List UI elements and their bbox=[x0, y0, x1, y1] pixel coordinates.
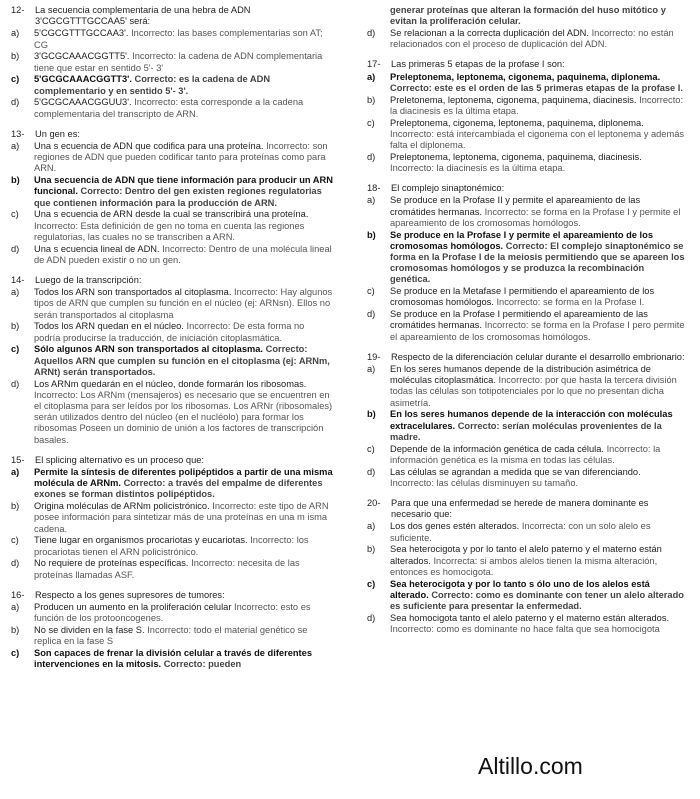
option-letter: b) bbox=[11, 175, 20, 186]
option-explanation: Incorrecto: la cadena de ADN complementaria tiene que estar en sentido 5'- 3' bbox=[34, 51, 323, 73]
option-text: Permite la síntesis de diferentes polipéptidos a partir de una misma molécula de ARNm. bbox=[34, 467, 333, 489]
option-b bbox=[367, 544, 687, 578]
option-c bbox=[367, 579, 687, 613]
option-explanation: Correcto: Dentro del gen existen regiones regulatorias que contienen información para la producción de ARN. bbox=[34, 186, 322, 208]
question-number: 14- bbox=[11, 275, 25, 286]
option-letter: b) bbox=[367, 544, 376, 555]
option-body bbox=[34, 344, 333, 378]
option-explanation: Incorrecto: por que hasta la tercera división todas las células son totipotenciales por lo que no presentan dicha asimetría. bbox=[390, 375, 677, 408]
option-a bbox=[11, 467, 333, 501]
option-text: Se produce en la Profase II y permite el apareamiento de las cromátides hermanas. bbox=[390, 195, 641, 217]
option-explanation: Incorrecto: la diacinesis es la última etapa. bbox=[390, 163, 566, 174]
option-text: Preleptonema, leptonema, cigonema, paquinema, diacinesis. bbox=[390, 151, 642, 162]
option-body bbox=[34, 28, 333, 50]
option-text: Sólo algunos ARN son transportados al citoplasma. bbox=[34, 344, 264, 355]
question-text: Respecto de la diferenciación celular durante el desarrollo embrionario: bbox=[391, 351, 685, 362]
option-letter: b) bbox=[367, 229, 376, 240]
option-letter: d) bbox=[367, 466, 376, 477]
option-d bbox=[367, 152, 687, 174]
option-text: Una s ecuencia de ARN desde la cual se transcribirá una proteína. bbox=[34, 209, 309, 220]
option-letter: b) bbox=[11, 501, 20, 512]
question-number: 16- bbox=[11, 589, 25, 600]
option-b bbox=[367, 230, 687, 286]
option-d bbox=[367, 467, 687, 489]
question-text: Las primeras 5 etapas de la profase I son: bbox=[391, 59, 565, 70]
option-body bbox=[390, 444, 687, 466]
option-letter: c) bbox=[367, 443, 375, 454]
option-text: Preleptonema, leptonema, cigonema, paquinema, diplonema. bbox=[390, 71, 661, 82]
option-a bbox=[11, 287, 333, 321]
question-number: 12- bbox=[11, 5, 25, 15]
question-title bbox=[11, 129, 333, 140]
option-explanation: Incorrecto: está intercambiada el cigonema con el leptonema y además falta el diplonema. bbox=[390, 128, 685, 151]
continued-option bbox=[367, 5, 687, 27]
option-a bbox=[11, 28, 333, 50]
option-explanation: Incorrecto: De esta forma no podría producirse la traducción, de iniciación citoplasmática. bbox=[34, 321, 305, 343]
option-explanation: Incorrecto: no están relacionados con el proceso de duplicación del ADN. bbox=[390, 28, 674, 50]
option-letter: c) bbox=[367, 117, 375, 128]
option-explanation: Correcto: como es dominante con tener un alelo alterado es suficiente para presentar la enfermedad. bbox=[390, 589, 684, 612]
option-body bbox=[34, 209, 333, 243]
option-text: No se dividen en la fase S. bbox=[34, 625, 145, 636]
option-d bbox=[367, 613, 687, 635]
option-letter: d) bbox=[11, 243, 20, 254]
option-c bbox=[11, 648, 333, 670]
option-b bbox=[11, 625, 333, 647]
option-text: Todos los ARN quedan en el núcleo. bbox=[34, 321, 184, 332]
option-explanation: Correcto: es la cadena de ADN complementario y en sentido 5'- 3'. bbox=[34, 74, 271, 96]
option-letter: c) bbox=[11, 648, 20, 659]
option-d bbox=[367, 309, 687, 343]
option-text: Preleptonema, cigonema, leptonema, paquinema, diplonema. bbox=[390, 117, 644, 128]
option-letter: b) bbox=[11, 51, 20, 62]
question-title bbox=[11, 590, 333, 601]
option-body bbox=[34, 379, 333, 446]
question-13 bbox=[11, 129, 333, 266]
option-letter: c) bbox=[11, 209, 19, 220]
option-text: Una s ecuencia de ADN que codifica para una proteína. bbox=[34, 141, 264, 152]
option-explanation: Incorrecto: necesita de las proteínas llamadas ASF. bbox=[34, 558, 300, 580]
option-b bbox=[11, 175, 333, 209]
option-text: Son capaces de frenar la división celular a través de diferentes intervenciones en la mitosis. bbox=[34, 648, 312, 670]
option-a bbox=[367, 521, 687, 543]
option-text: Se relacionan a la correcta duplicación del ADN. bbox=[390, 28, 589, 38]
option-text: Una secuencia de ADN que tiene información para producir un ARN funcional. bbox=[34, 175, 333, 197]
option-text: Preletonema, leptonema, cigonema, paquinema, diacinesis. bbox=[390, 94, 637, 105]
question-17 bbox=[367, 59, 687, 174]
option-b bbox=[11, 51, 333, 73]
option-letter: a) bbox=[367, 364, 376, 375]
option-text: Producen un aumento en la proliferación celular bbox=[34, 602, 232, 613]
option-letter: c) bbox=[11, 535, 19, 546]
option-explanation: Incorrecto: esto es función de los protooncogenes. bbox=[34, 602, 311, 624]
question-text: Respecto a los genes supresores de tumores: bbox=[35, 589, 225, 600]
option-text: Los dos genes estén alterados. bbox=[390, 521, 520, 532]
option-explanation: Incorrecto: las bases complementarias son AT; CG bbox=[34, 28, 323, 50]
question-title bbox=[11, 275, 333, 286]
option-body bbox=[34, 558, 333, 580]
question-text: Un gen es: bbox=[35, 128, 80, 139]
option-explanation: Correcto: pueden bbox=[163, 659, 242, 670]
option-letter: c) bbox=[11, 74, 20, 85]
option-explanation: Correcto: El complejo sinaptonémico se forma en la Profase I de la meiosis permitiendo que se apareen los cromosomas homólogos y se produzca la recombinación genética. bbox=[390, 240, 685, 285]
option-body bbox=[34, 467, 333, 501]
option-explanation: Incorrecto: como es dominante no hace falta que sea homocigota bbox=[390, 624, 660, 635]
option-letter: d) bbox=[367, 151, 376, 162]
option-body bbox=[34, 602, 333, 624]
option-text: Una s ecuencia lineal de ADN. bbox=[34, 243, 160, 254]
option-explanation: Correcto: este es el orden de las 5 primeras etapas de la profase I. bbox=[390, 82, 683, 93]
option-explanation: Incorrecto: Dentro de una molécula lineal de ADN pueden existir o no un gen. bbox=[34, 243, 332, 265]
question-title bbox=[367, 352, 687, 363]
option-letter: a) bbox=[11, 467, 20, 478]
option-explanation: Incorrecto: son regiones de ADN que pueden codificar tanto para proteínas como para ARN. bbox=[34, 141, 328, 174]
option-body bbox=[390, 364, 687, 409]
option-letter: b) bbox=[11, 321, 20, 332]
question-19 bbox=[367, 352, 687, 489]
question-text: Para que una enfermedad se herede de manera dominante es necesario que: bbox=[391, 498, 649, 520]
option-a bbox=[367, 195, 687, 229]
option-body bbox=[34, 175, 333, 209]
option-letter: a) bbox=[11, 602, 20, 613]
option-body bbox=[390, 409, 687, 443]
option-body bbox=[390, 72, 687, 94]
question-15 bbox=[11, 455, 333, 581]
option-body bbox=[34, 97, 333, 119]
option-letter: a) bbox=[11, 141, 20, 152]
option-text: Se produce en la Metafase I permitiendo el apareamiento de los cromosomas homólogos. bbox=[390, 286, 655, 308]
option-letter: d) bbox=[367, 612, 376, 623]
question-text: El complejo sinaptonémico: bbox=[391, 183, 505, 194]
option-d bbox=[11, 97, 333, 119]
option-explanation: Incorrecto: Los ARNm (mensajeros) es necesario que se encuentren en el citoplasma para ser leídos por los ribosomas. Los ARNr (ribosomales) serán utilizados dentro del núcleo (en el nucléolo) para formar los ribosomas Poseen un dominio de unión a los factores de transcripción basales. bbox=[34, 389, 333, 445]
option-text: Origina moléculas de ARNm policistrónico. bbox=[34, 501, 210, 512]
continued-text: generar proteínas que alteran la formación del huso mitótico y evitan la proliferación celular. bbox=[390, 5, 666, 27]
option-explanation: Incorrecto: Hay algunos tipos de ARN que cumplen su función en el núcleo (ej: ARNsn). Ellos no serán transportados al citoplasma bbox=[34, 287, 333, 320]
option-body bbox=[34, 535, 333, 557]
option-letter: c) bbox=[367, 578, 376, 589]
question-text: El splicing alternativo es un proceso que: bbox=[35, 454, 204, 465]
option-explanation: Incorrecto: se forma en la Profase I pero permite el apareamiento de los cromosomas homólogos. bbox=[390, 320, 685, 342]
option-text: En los seres humanos depende de la interacción con moléculas extracelulares. bbox=[390, 409, 673, 431]
option-text: Depende de la información genética de cada célula. bbox=[390, 443, 604, 454]
option-letter: c) bbox=[11, 344, 20, 355]
question-number: 18- bbox=[367, 183, 381, 194]
question-title bbox=[367, 183, 687, 194]
option-letter: b) bbox=[367, 409, 376, 420]
option-letter: a) bbox=[367, 71, 376, 82]
question-16 bbox=[11, 590, 333, 671]
option-body bbox=[390, 521, 687, 543]
option-text: Las células se agrandan a medida que se van diferenciando. bbox=[390, 466, 641, 477]
option-body bbox=[34, 287, 333, 321]
option-a bbox=[367, 364, 687, 409]
option-explanation: Incorrecto: la información genética es la misma en todas las células. bbox=[390, 443, 661, 465]
right-column bbox=[367, 5, 687, 644]
option-text: Se produce en la Profase I permitiendo el apareamiento de las cromátides hermanas. bbox=[390, 309, 648, 331]
option-c bbox=[11, 344, 333, 378]
question-number: 19- bbox=[367, 351, 381, 362]
option-explanation: Correcto: Aquellos ARN que cumplen su función en el citoplasma (ej: ARNm, ARNt) serán transportados. bbox=[34, 344, 330, 377]
question-number: 17- bbox=[367, 59, 381, 70]
option-body bbox=[390, 118, 687, 152]
question-14 bbox=[11, 275, 333, 446]
option-letter: a) bbox=[11, 287, 20, 298]
option-explanation: Correcto: a través del empalme de diferentes exones se forman distintos polipéptidos. bbox=[34, 478, 323, 500]
option-c bbox=[367, 118, 687, 152]
option-c bbox=[367, 286, 687, 308]
option-letter: a) bbox=[367, 195, 376, 206]
question-number: 13- bbox=[11, 128, 25, 139]
option-letter: d) bbox=[367, 28, 376, 38]
option-explanation: Incorrecto: se forma en la Profase I y permite el apareamiento de los cromosomas homólogos. bbox=[390, 206, 681, 228]
option-text: 5'GCGCAAACGGUU3'. bbox=[34, 97, 132, 108]
option-d bbox=[11, 558, 333, 580]
option-letter: d) bbox=[11, 378, 20, 389]
option-c bbox=[11, 74, 333, 96]
watermark: Altillo.com bbox=[478, 753, 583, 779]
option-letter: d) bbox=[11, 97, 20, 108]
option-letter: c) bbox=[367, 286, 375, 297]
option-body bbox=[34, 648, 333, 670]
option-explanation: Incorrecta: si ambos alelos tienen la misma alteración, entonces es homocigota. bbox=[390, 555, 658, 577]
option-letter: b) bbox=[367, 94, 376, 105]
option-body bbox=[390, 544, 687, 578]
option-text: Se produce en la Profase I y permite el apareamiento de los cromosomas homólogos. bbox=[390, 229, 653, 251]
option-explanation: Incorrecta: con un solo alelo es suficiente. bbox=[390, 521, 651, 543]
option-body bbox=[34, 51, 333, 73]
option-a bbox=[11, 141, 333, 175]
question-20 bbox=[367, 498, 687, 635]
option-body bbox=[390, 195, 687, 229]
option-body bbox=[34, 74, 333, 96]
question-number: 15- bbox=[11, 454, 25, 465]
option-body bbox=[390, 230, 687, 286]
option-explanation: Incorrecto: las células disminuyen su tamaño. bbox=[390, 477, 579, 488]
option-explanation: Incorrecto: los procariotas tienen el ARN policistrónico. bbox=[34, 535, 309, 557]
option-c bbox=[11, 209, 333, 243]
option-body bbox=[390, 579, 687, 613]
option-body bbox=[390, 286, 687, 308]
option-c bbox=[11, 535, 333, 557]
option-a bbox=[367, 72, 687, 94]
question-18 bbox=[367, 183, 687, 343]
question-title bbox=[367, 498, 687, 520]
option-explanation: Incorrecto: este tipo de ARN posee información para sintetizar más de una proteínas en una m isma cadena. bbox=[34, 501, 329, 534]
option-text: Los ARNm quedarán en el núcleo, donde formarán los ribosomas. bbox=[34, 378, 307, 389]
option-d bbox=[11, 244, 333, 266]
left-column bbox=[11, 5, 333, 679]
option-d bbox=[11, 379, 333, 446]
question-title bbox=[11, 455, 333, 466]
question-12 bbox=[11, 5, 333, 120]
option-explanation: Incorrecto: Esta definición de gen no toma en cuenta las regiones regulatorias, las cuales no se transcriben a ARN. bbox=[34, 220, 305, 242]
option-body bbox=[390, 613, 687, 635]
option-letter: d) bbox=[11, 558, 20, 569]
question-text: La secuencia complementaria de una hebra de ADN 3'CGCGTTTGCCAA5' será: bbox=[35, 5, 251, 27]
option-explanation: Incorrecto: la diacinesis es la última etapa. bbox=[390, 94, 684, 116]
option-text: Todos los ARN son transportados al citoplasma. bbox=[34, 287, 232, 298]
option-body bbox=[390, 95, 687, 117]
option-c bbox=[367, 444, 687, 466]
question-number: 20- bbox=[367, 498, 381, 509]
option-16-d bbox=[367, 28, 687, 50]
option-explanation: Correcto: serían moléculas provenientes de la madre. bbox=[390, 420, 662, 442]
option-text: Sea heterocigota y por lo tanto el alelo paterno y el materno están alterados. bbox=[390, 544, 662, 566]
continuation bbox=[367, 5, 687, 50]
option-body bbox=[390, 467, 687, 489]
option-body bbox=[34, 244, 333, 266]
option-text: 5'GCGCAAACGGTT3'. bbox=[34, 74, 132, 85]
option-a bbox=[11, 602, 333, 624]
option-b bbox=[11, 501, 333, 535]
question-text: Luego de la transcripción: bbox=[35, 275, 142, 286]
option-b bbox=[367, 95, 687, 117]
option-body bbox=[34, 141, 333, 175]
option-b bbox=[367, 409, 687, 443]
option-body bbox=[34, 625, 333, 647]
option-letter: d) bbox=[367, 309, 376, 320]
option-letter: b) bbox=[11, 625, 20, 636]
option-text: 3'GCGCAAACGGTT5'. bbox=[34, 51, 130, 62]
option-body bbox=[390, 152, 687, 174]
option-b bbox=[11, 321, 333, 343]
option-text: Sea heterocigota y por lo tanto s ólo uno de los alelos está alterado. bbox=[390, 578, 650, 600]
question-title bbox=[11, 5, 333, 27]
option-letter: a) bbox=[11, 28, 20, 39]
option-explanation: Incorrecto: se forma en la Profase I. bbox=[496, 297, 645, 308]
option-text: En los seres humanos depende de la distribución asimétrica de moléculas citoplasmática. bbox=[390, 364, 651, 386]
option-body bbox=[34, 321, 333, 343]
option-letter: a) bbox=[367, 521, 376, 532]
option-text: 5'CGCGTTTGCCAA3'. bbox=[34, 28, 129, 39]
option-body bbox=[34, 501, 333, 535]
option-text: Tiene lugar en organismos procariotas y eucariotas. bbox=[34, 535, 248, 546]
question-title bbox=[367, 59, 687, 70]
option-body bbox=[390, 309, 687, 343]
option-explanation: Incorrecto: todo el material genético se replica en la fase S bbox=[34, 625, 308, 647]
option-text: Sea homocigota tanto el alelo paterno y el materno están alterados. bbox=[390, 612, 670, 623]
option-explanation: Incorrecto: esta corresponde a la cadena complementaria del transcripto de ARN. bbox=[34, 97, 304, 119]
option-text: No requiere de proteínas específicas. bbox=[34, 558, 189, 569]
